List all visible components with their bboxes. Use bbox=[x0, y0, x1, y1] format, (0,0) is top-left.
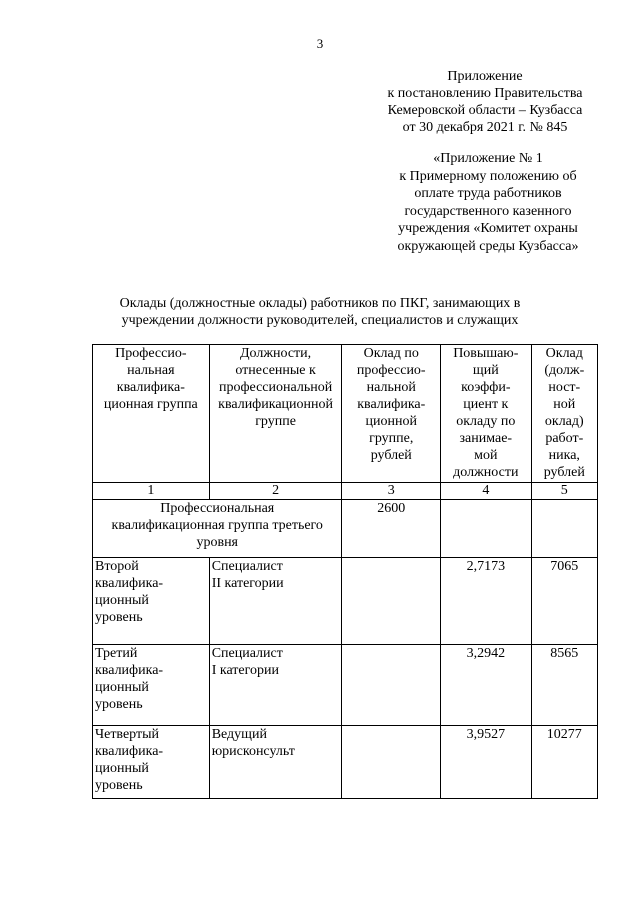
header-text: профессиональной bbox=[218, 380, 333, 395]
header-text: группе, bbox=[369, 431, 414, 446]
page-number: 3 bbox=[316, 36, 324, 51]
title-line: Оклады (должностные оклады) работников по ПКГ, занимающих в bbox=[119, 296, 521, 311]
header-text: нальная bbox=[127, 363, 175, 378]
empty-cell bbox=[342, 558, 441, 645]
document-title bbox=[100, 295, 540, 329]
group-name-line: уровня bbox=[196, 535, 238, 550]
header-text: коэффи- bbox=[461, 380, 511, 395]
header-text: рублей bbox=[370, 448, 412, 463]
header-text: ционной bbox=[365, 414, 417, 429]
salary-value: 7065 bbox=[531, 558, 597, 645]
header-text: ника, bbox=[548, 448, 580, 463]
salary-table bbox=[92, 344, 598, 799]
header-text: Повышаю- bbox=[453, 346, 519, 361]
table-row bbox=[93, 645, 598, 726]
header-text: щий bbox=[472, 363, 499, 378]
level-line: ционный bbox=[95, 680, 149, 695]
table-row bbox=[93, 726, 598, 799]
header-cell-group bbox=[93, 345, 210, 483]
header-text: рублей bbox=[543, 465, 585, 480]
coefficient-value: 2,7173 bbox=[441, 558, 532, 645]
coefficient-value: 3,9527 bbox=[441, 726, 532, 799]
group-name-line: Профессиональная bbox=[160, 501, 275, 516]
level-line: ционный bbox=[95, 761, 149, 776]
appendix-1-line: к Примерному положению об bbox=[399, 168, 577, 184]
group-name-line: квалификационная группа третьего bbox=[111, 518, 323, 533]
appendix-1-line: оплате труда работников bbox=[414, 186, 562, 201]
table-row bbox=[93, 558, 598, 645]
appendix-1-line: учреждения «Комитет охраны bbox=[398, 221, 578, 236]
column-number: 2 bbox=[209, 483, 342, 500]
header-text: должности bbox=[453, 465, 519, 480]
header-text: работ- bbox=[545, 431, 584, 446]
appendix-1-line: окружающей среды Кузбасса» bbox=[397, 238, 579, 254]
position-line: I категории bbox=[211, 663, 280, 678]
position-name bbox=[209, 726, 342, 799]
qualification-level bbox=[93, 726, 210, 799]
title-line: учреждении должности руководителей, специалистов и служащих bbox=[121, 313, 519, 328]
header-cell-coefficient bbox=[441, 345, 532, 483]
header-text: квалифика- bbox=[357, 397, 426, 412]
level-line: квалифика- bbox=[95, 744, 164, 759]
header-cell-positions bbox=[209, 345, 342, 483]
level-line: уровень bbox=[95, 778, 143, 793]
empty-cell bbox=[342, 726, 441, 799]
level-line: уровень bbox=[95, 697, 143, 712]
header-text: Профессио- bbox=[115, 346, 187, 361]
level-line: квалифика- bbox=[95, 663, 164, 678]
column-number: 5 bbox=[531, 483, 597, 500]
salary-value: 8565 bbox=[531, 645, 597, 726]
appendix-1-header bbox=[368, 150, 608, 255]
position-name bbox=[209, 645, 342, 726]
header-text: Оклад bbox=[545, 346, 583, 361]
coefficient-value: 3,2942 bbox=[441, 645, 532, 726]
header-text: мой bbox=[474, 448, 498, 463]
column-number: 1 bbox=[93, 483, 210, 500]
qualification-level bbox=[93, 558, 210, 645]
salary-value: 10277 bbox=[531, 726, 597, 799]
level-line: Четвертый bbox=[95, 727, 160, 742]
header-text: профессио- bbox=[356, 363, 426, 378]
header-text: группе bbox=[255, 414, 296, 429]
position-name bbox=[209, 558, 342, 645]
group-base-salary: 2600 bbox=[342, 500, 441, 558]
header-text: Оклад по bbox=[363, 346, 419, 361]
position-line: Специалист bbox=[211, 559, 283, 574]
position-line: юрисконсульт bbox=[211, 744, 295, 759]
level-line: ционный bbox=[95, 593, 149, 608]
header-text: циент к bbox=[463, 397, 509, 412]
header-text: квалификационной bbox=[218, 397, 334, 412]
qualification-level bbox=[93, 645, 210, 726]
level-line: Второй bbox=[95, 559, 139, 574]
header-text: оклад) bbox=[544, 414, 584, 429]
level-line: квалифика- bbox=[95, 576, 164, 591]
appendix-1-line: государственного казенного bbox=[404, 203, 572, 219]
header-text: окладу по bbox=[456, 414, 516, 429]
position-line: II категории bbox=[211, 576, 284, 591]
appendix-line: к постановлению Правительства bbox=[387, 86, 583, 101]
header-text: ност- bbox=[548, 380, 581, 395]
appendix-1-line: «Приложение № 1 bbox=[433, 151, 543, 166]
empty-cell bbox=[441, 500, 532, 558]
column-number-row bbox=[93, 483, 598, 500]
header-text: ной bbox=[553, 397, 576, 412]
position-line: Ведущий bbox=[211, 727, 267, 742]
empty-cell bbox=[342, 645, 441, 726]
level-line: Третий bbox=[95, 646, 138, 661]
header-text: квалифика- bbox=[116, 380, 185, 395]
header-text: (долж- bbox=[544, 363, 585, 378]
appendix-line: Приложение bbox=[447, 69, 523, 84]
header-cell-salary bbox=[531, 345, 597, 483]
group-row bbox=[93, 500, 598, 558]
level-line: уровень bbox=[95, 610, 143, 625]
header-cell-base-salary bbox=[342, 345, 441, 483]
header-text: ционная группа bbox=[103, 397, 198, 412]
header-text: нальной bbox=[366, 380, 416, 395]
column-number: 3 bbox=[342, 483, 441, 500]
position-line: Специалист bbox=[211, 646, 283, 661]
group-name bbox=[93, 500, 342, 558]
appendix-header bbox=[360, 68, 610, 136]
column-number: 4 bbox=[441, 483, 532, 500]
appendix-line: от 30 декабря 2021 г. № 845 bbox=[402, 120, 568, 135]
empty-cell bbox=[531, 500, 597, 558]
appendix-line: Кемеровской области – Кузбасса bbox=[387, 103, 583, 118]
header-text: Должности, bbox=[239, 346, 312, 361]
table-header-row bbox=[93, 345, 598, 483]
header-text: занимае- bbox=[459, 431, 513, 446]
header-text: отнесенные к bbox=[235, 363, 316, 378]
